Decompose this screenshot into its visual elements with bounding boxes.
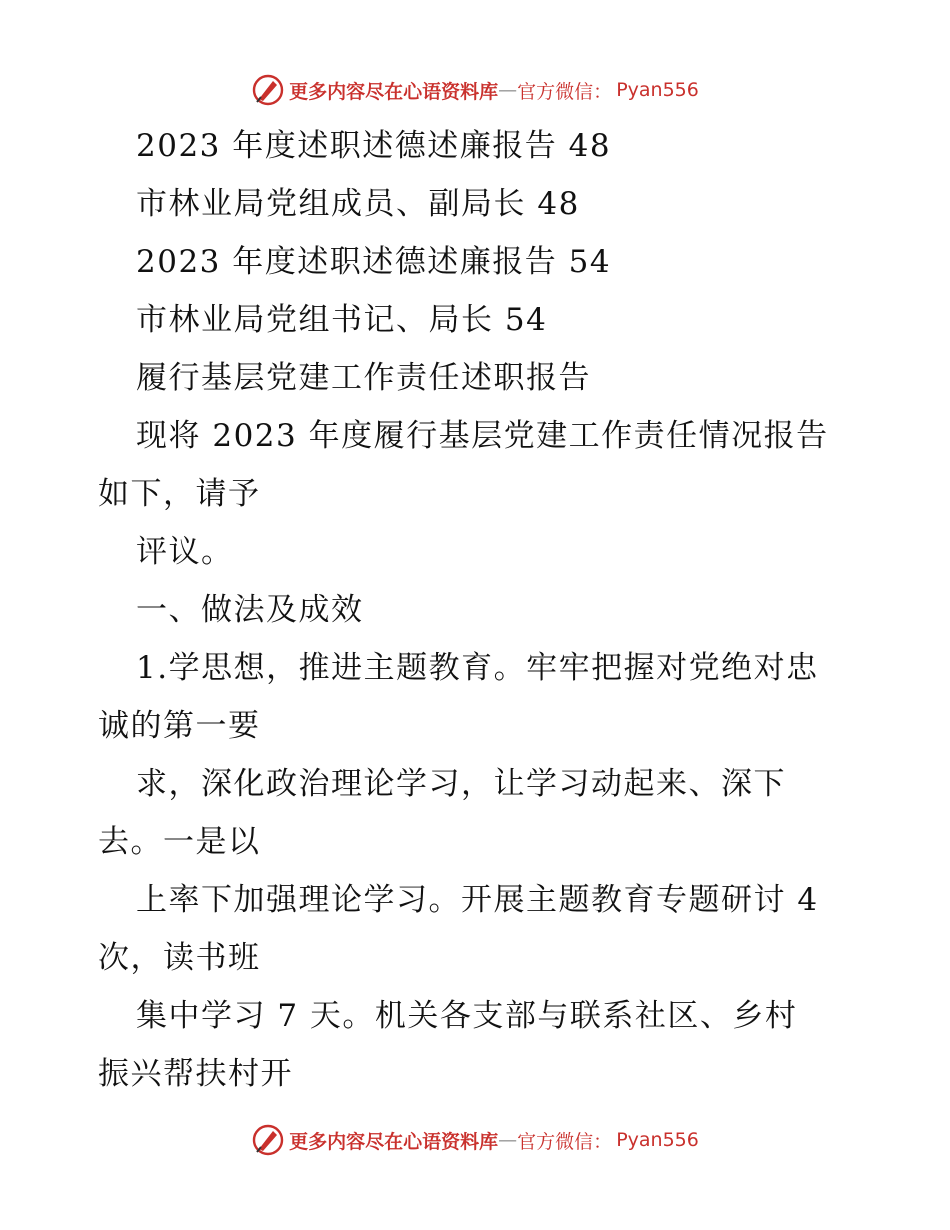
text-line: 现将 2023 年度履行基层党建工作责任情况报告	[136, 418, 829, 454]
text-line: 集中学习 7 天。机关各支部与联系社区、乡村	[136, 998, 798, 1034]
text-line: 2023 年度述职述德述廉报告 54	[136, 244, 612, 280]
watermark-main-text: 更多内容尽在心语资料库	[289, 1130, 499, 1153]
watermark-wechat-label: 官方微信：	[517, 1130, 613, 1153]
text-line: 评议。	[136, 534, 234, 570]
text-line: 去。一是以	[98, 824, 261, 860]
footer-watermark	[0, 1120, 950, 1160]
watermark-wechat-id: Pyan556	[616, 1129, 699, 1151]
watermark-wechat-id: Pyan556	[616, 79, 699, 101]
section-heading: 一、做法及成效	[136, 592, 364, 628]
quill-logo-icon	[251, 1123, 285, 1157]
text-line: 次，读书班	[98, 940, 261, 976]
text-line: 市林业局党组成员、副局长 48	[136, 186, 580, 222]
watermark-wechat-label: 官方微信：	[517, 80, 613, 103]
document-body	[98, 117, 858, 1103]
text-line: 2023 年度述职述德述廉报告 48	[136, 128, 612, 164]
text-line: 求，深化政治理论学习，让学习动起来、深下	[136, 766, 786, 802]
text-line: 履行基层党建工作责任述职报告	[136, 360, 591, 396]
text-line: 如下，请予	[98, 476, 261, 512]
text-line: 诚的第一要	[98, 708, 261, 744]
watermark-dash: —	[498, 1129, 518, 1151]
watermark-dash: —	[498, 79, 518, 101]
header-watermark	[0, 70, 950, 110]
text-line: 市林业局党组书记、局长 54	[136, 302, 548, 338]
text-line: 1.学思想，推进主题教育。牢牢把握对党绝对忠	[136, 650, 819, 686]
text-line: 振兴帮扶村开	[98, 1056, 293, 1092]
text-line: 上率下加强理论学习。开展主题教育专题研讨 4	[136, 882, 819, 918]
watermark-main-text: 更多内容尽在心语资料库	[289, 80, 499, 103]
quill-logo-icon	[251, 73, 285, 107]
